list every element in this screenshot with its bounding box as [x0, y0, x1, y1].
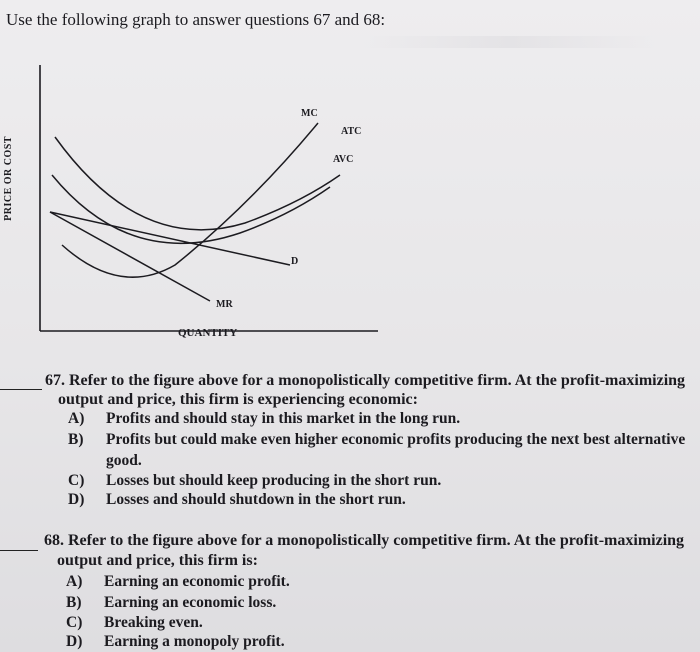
option-letter: A): [66, 573, 83, 590]
option-text: Profits and should stay in this market in the long run.: [106, 410, 461, 427]
option-text: Earning an economic profit.: [104, 573, 290, 590]
atc-curve: [55, 137, 340, 230]
question-67-line1: 67. Refer to the figure above for a monopolistically competitive firm. At the profit-maximizing: [45, 372, 686, 389]
option-letter: B): [66, 594, 82, 611]
intro-text: Use the following graph to answer questions 67 and 68:: [6, 10, 386, 29]
bleed-through-smudge: [360, 36, 660, 48]
option-68-d[interactable]: [66, 633, 285, 651]
question-67-line2: output and price, this firm is experiencing economic:: [58, 391, 418, 408]
avc-curve: [52, 175, 330, 243]
mr-label: MR: [216, 299, 233, 310]
option-text: Earning a monopoly profit.: [104, 633, 285, 650]
demand-label: D: [291, 256, 299, 267]
option-68-a[interactable]: [66, 573, 290, 591]
atc-label: ATC: [341, 126, 362, 137]
mc-curve: [62, 123, 318, 277]
y-axis-label: PRICE OR COST: [3, 136, 14, 221]
option-letter: C): [68, 472, 85, 489]
question-68-line2: output and price, this firm is:: [57, 552, 258, 569]
option-68-b[interactable]: [66, 594, 276, 612]
option-text: Breaking even.: [104, 614, 203, 631]
x-axis-label: QUANTITY: [178, 327, 238, 339]
option-text: Losses and should shutdown in the short run.: [106, 491, 406, 508]
option-text: Earning an economic loss.: [104, 594, 277, 611]
answer-blank-67[interactable]: [0, 389, 42, 390]
avc-label: AVC: [333, 154, 354, 165]
option-68-c[interactable]: [66, 614, 203, 632]
answer-blank-68[interactable]: [0, 550, 38, 551]
option-67-a[interactable]: [68, 410, 460, 428]
option-letter: B): [68, 431, 84, 448]
option-67-b-cont: [68, 452, 142, 470]
option-67-c[interactable]: [68, 472, 441, 490]
option-67-b[interactable]: [68, 431, 685, 449]
question-68-line1: 68. Refer to the figure above for a monopolistically competitive firm. At the profit-maximizing: [44, 532, 685, 549]
option-text: Profits but could make even higher economic profits producing the next best alternative: [106, 431, 686, 448]
option-letter: D): [66, 633, 83, 650]
option-text: good.: [106, 452, 142, 469]
option-text: Losses but should keep producing in the short run.: [106, 472, 442, 489]
option-letter: A): [68, 410, 85, 427]
cost-curves-graph: [0, 55, 400, 345]
option-67-d[interactable]: [68, 491, 406, 509]
option-letter: D): [68, 491, 85, 508]
mc-label: MC: [301, 108, 318, 119]
option-letter: C): [66, 614, 83, 631]
